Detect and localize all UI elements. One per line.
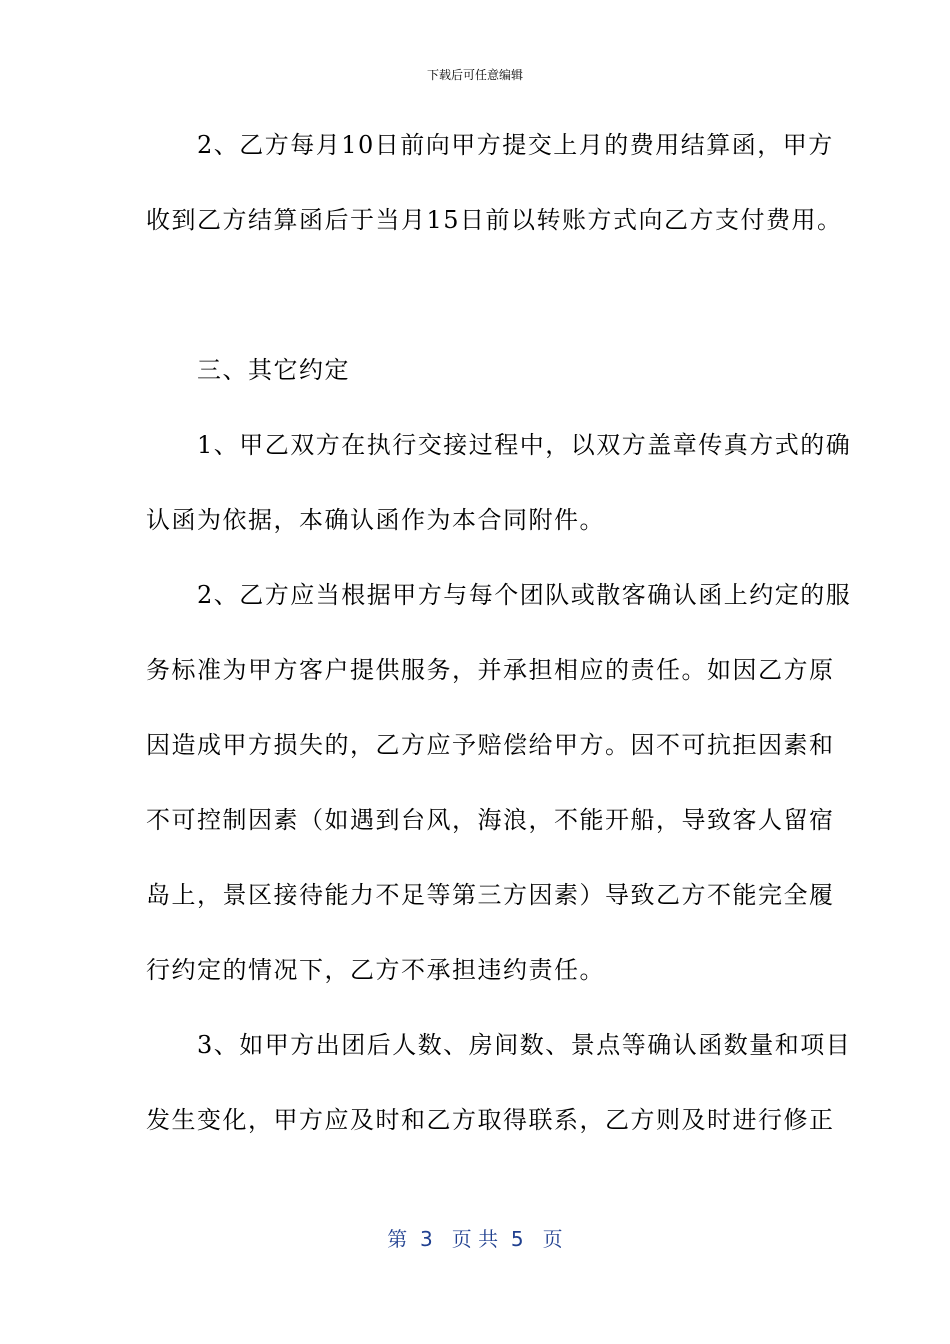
paragraph-line: 2、乙方应当根据甲方与每个团队或散客确认函上约定的服 — [146, 581, 852, 609]
paragraph-line: 收到乙方结算函后于当月15日前以转账方式向乙方支付费用。 — [146, 206, 843, 234]
paragraph-line: 不可控制因素（如遇到台风，海浪，不能开船，导致客人留宿 — [146, 806, 835, 834]
paragraph-line: 岛上，景区接待能力不足等第三方因素）导致乙方不能完全履 — [146, 881, 835, 909]
paragraph-line: 1、甲乙双方在执行交接过程中，以双方盖章传真方式的确 — [146, 431, 852, 459]
paragraph-line: 2、乙方每月10日前向甲方提交上月的费用结算函，甲方 — [146, 131, 834, 159]
paragraph-line: 务标准为甲方客户提供服务，并承担相应的责任。如因乙方原 — [146, 656, 835, 684]
paragraph-line: 因造成甲方损失的，乙方应予赔偿给甲方。因不可抗拒因素和 — [146, 731, 835, 759]
paragraph-line: 3、如甲方出团后人数、房间数、景点等确认函数量和项目 — [146, 1031, 852, 1059]
page-header: 下载后可任意编辑 — [426, 68, 523, 82]
paragraph-line: 行约定的情况下，乙方不承担违约责任。 — [146, 956, 605, 984]
section-heading: 三、其它约定 — [146, 356, 350, 384]
paragraph-line: 发生变化，甲方应及时和乙方取得联系，乙方则及时进行修正 — [146, 1106, 835, 1134]
page-number-footer: 第 3 页 共 5 页 — [387, 1227, 563, 1251]
paragraph-line: 认函为依据，本确认函作为本合同附件。 — [146, 506, 605, 534]
